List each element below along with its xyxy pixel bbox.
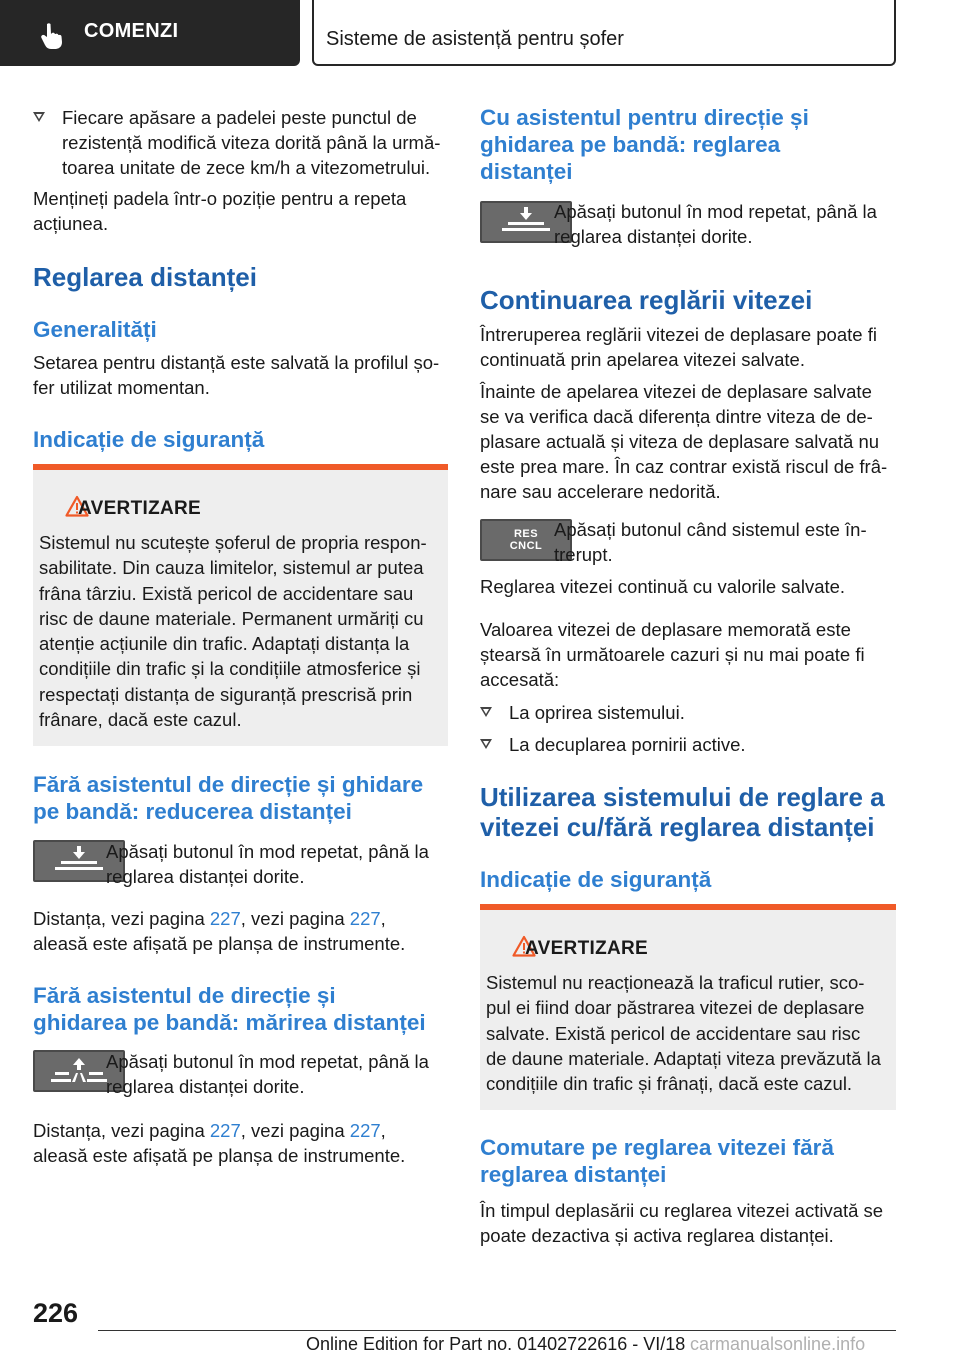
bullet-paddle — [33, 105, 448, 180]
section-tab — [312, 0, 896, 66]
heading-distance: Reglarea distanței — [33, 262, 257, 292]
page-link[interactable]: 227 — [209, 1120, 241, 1141]
edition-note: Online Edition for Part no. 01402722616 - VI/18 — [306, 1334, 686, 1354]
heading-reduce-distance: Fără asistentul de direcție și ghidare pe bandă: reducerea distanței — [33, 772, 424, 824]
triangle-bullet-icon — [33, 112, 45, 122]
heading-switch: Comutare pe reglarea vitezei fără reglarea distanței — [480, 1135, 834, 1187]
text-line: toarea unitate de zece km/h a vitezometrului. — [62, 157, 431, 178]
warning-title: AVERTIZARE — [525, 938, 648, 959]
paragraph-switch: În timpul deplasării cu reglarea vitezei activată se poate dezactiva și activa reglarea distanței. — [480, 1200, 884, 1246]
watermark: carmanualsonline.info — [690, 1334, 866, 1354]
heading-general: Generalități — [33, 317, 157, 342]
text-res-button: Apăsați butonul când sistemul este în‐ trerupt. — [554, 519, 867, 565]
page-number: 226 — [33, 1298, 79, 1328]
heading-safety: Indicație de siguranță — [33, 427, 265, 452]
paragraph-continue-3: Reglarea vitezei continuă cu valorile salvate. — [480, 576, 846, 597]
paragraph-distance-ref-1: Distanța, vezi pagina 227, vezi pagina 227, aleasă este afișată pe planșa de instrumente. — [33, 908, 406, 954]
chapter-label: COMENZI — [84, 20, 179, 42]
warning-box-2 — [480, 904, 896, 1110]
heading-increase-distance: Fără asistentul de direcție și ghidarea pe bandă: mărirea distanței — [33, 983, 426, 1035]
paragraph-continue-4: Valoarea vitezei de deplasare memorată este ștearsă în următoarele cazuri și nu mai poate fi accesată: — [480, 619, 865, 690]
page-header — [0, 0, 960, 66]
paragraph-continue-2: Înainte de apelarea vitezei de deplasare salvate se va verifica dacă diferența dintre viteza de de‐ plasare actuală și viteza de deplasare salvată nu este prea mare. În caz contrar există riscul de frâ‐ nare sau accelerare nedorită. — [480, 381, 888, 502]
hand-pointer-icon — [38, 22, 66, 50]
bullet-stop: La oprirea sistemului. — [480, 700, 896, 725]
page-link[interactable]: 227 — [209, 908, 241, 929]
text-increase-button: Apăsați butonul în mod repetat, până la reglarea distanței dorite. — [106, 1051, 429, 1097]
bullet-ignition: La decuplarea pornirii active. — [480, 732, 896, 757]
footer-divider — [98, 1330, 896, 1331]
warning-text: Sistemul nu reacționează la traficul rutier, sco‐ pul ei fiind doar păstrarea vitezei de deplasare salvate. Există pericol de accidentare sau risc de daune materiale. Adaptați viteza prevăzută la condițiile din trafic și frânați, dacă este cazul. — [486, 972, 881, 1095]
paragraph-profile: Setarea pentru distanță este salvată la profilul șo‐ fer utilizat momentan. — [33, 352, 440, 398]
warning-box — [33, 464, 448, 746]
triangle-bullet-icon — [480, 707, 492, 717]
res-cncl-button-icon: RES CNCL — [480, 519, 572, 561]
text-line: rezistență modifică viteza dorită până la urmă‐ — [62, 132, 441, 153]
chapter-tab[interactable] — [0, 0, 300, 66]
heading-with-assist: Cu asistentul pentru direcție și ghidarea pe bandă: reglarea distanței — [480, 105, 809, 184]
page-link[interactable]: 227 — [349, 1120, 381, 1141]
heading-continue-speed: Continuarea reglării vitezei — [480, 285, 813, 315]
triangle-bullet-icon — [480, 739, 492, 749]
warning-title: AVERTIZARE — [78, 498, 201, 519]
text-distance-button: Apăsați butonul în mod repetat, până la reglarea distanței dorite. — [554, 201, 877, 247]
page-link[interactable]: 227 — [349, 908, 381, 929]
paragraph-hold: Mențineți padela într-o poziție pentru a repeta acțiunea. — [33, 188, 407, 234]
heading-safety-2: Indicație de siguranță — [480, 867, 712, 892]
text-reduce-button: Apăsați butonul în mod repetat, până la reglarea distanței dorite. — [106, 841, 429, 887]
section-label: Sisteme de asistență pentru șofer — [326, 28, 624, 50]
warning-text: Sistemul nu scutește șoferul de propria respon‐ sabilitate. Din cauza limitelor, sistemul ar putea frâna târziu. Există pericol de accidentare sau risc de daune materiale. Permanent urmăriți cu atenție acțiunile din trafic. Adaptați distanța la condițiile din trafic și la condițiile atmosferice și respectați distanța de siguranță prescrisă prin frânare, dacă este cazul. — [39, 532, 427, 731]
heading-use-system: Utilizarea sistemului de reglare a vitezei cu/fără reglarea distanței — [480, 782, 885, 842]
text-line: Fiecare apăsare a padelei peste punctul de — [62, 107, 417, 128]
paragraph-continue-1: Întreruperea reglării vitezei de deplasare poate fi continuată prin apelarea vitezei salvate. — [480, 324, 877, 370]
paragraph-distance-ref-2: Distanța, vezi pagina 227, vezi pagina 227, aleasă este afișată pe planșa de instrumente. — [33, 1120, 406, 1166]
